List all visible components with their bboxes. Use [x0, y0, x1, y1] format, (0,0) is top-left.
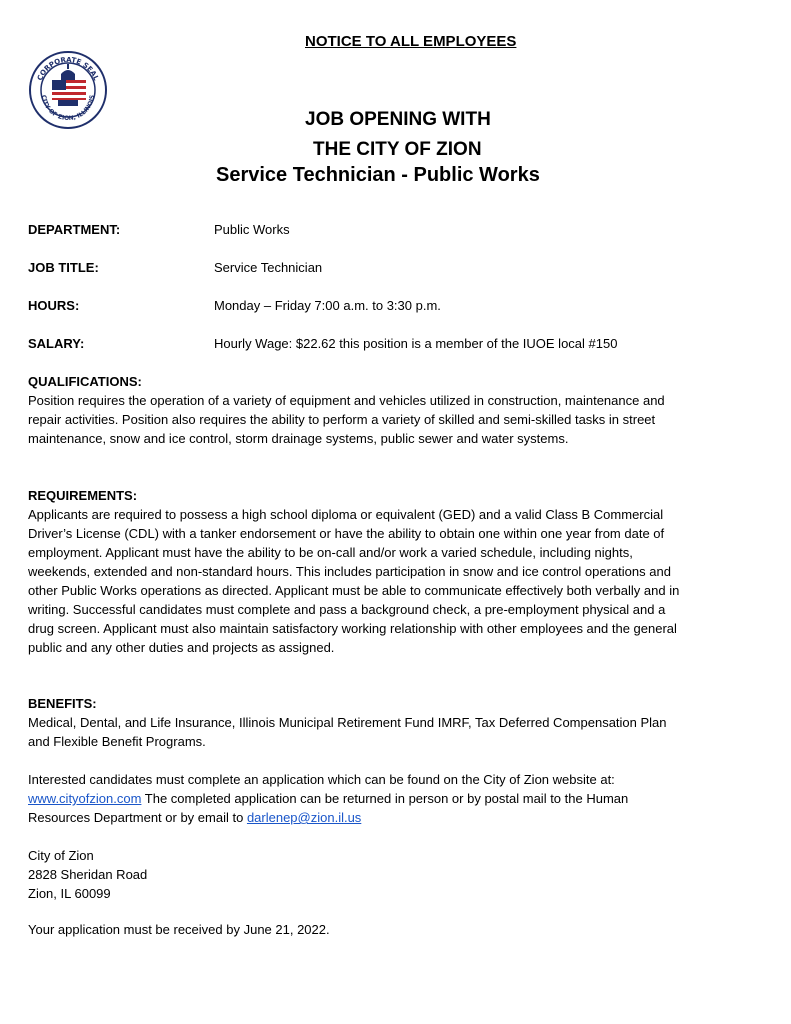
- job-title-label: JOB TITLE:: [28, 260, 99, 275]
- requirements-heading: REQUIREMENTS:: [28, 488, 138, 503]
- address-line-1: City of Zion: [28, 848, 94, 863]
- title-line-1: JOB OPENING WITH: [305, 109, 491, 130]
- deadline-text: Your application must be received by June 21, 2022.: [28, 922, 330, 937]
- website-link[interactable]: www.cityofzion.com: [28, 791, 142, 806]
- address-line-2: 2828 Sheridan Road: [28, 867, 148, 882]
- apply-text-2: The completed application can be returned in person or by postal mail to the Human Resources Department or by email to: [28, 791, 629, 825]
- city-seal-logo: [28, 50, 108, 130]
- benefits-text: Medical, Dental, and Life Insurance, Illinois Municipal Retirement Fund IMRF, Tax Deferred Compensation Plan and Flexible Benefit Programs.: [28, 715, 667, 749]
- notice-heading: NOTICE TO ALL EMPLOYEES: [305, 33, 517, 50]
- apply-section: [28, 770, 688, 827]
- seal-bottom-text: CITY OF ZION, ILLINOIS: [39, 94, 97, 123]
- department-value: Public Works: [214, 222, 290, 237]
- mailing-address: [28, 846, 428, 903]
- benefits-heading: BENEFITS:: [28, 696, 97, 711]
- qualifications-heading: QUALIFICATIONS:: [28, 374, 142, 389]
- requirements-section: [28, 486, 688, 657]
- seal-top-text: CORPORATE SEAL: [35, 55, 101, 82]
- requirements-text: Applicants are required to possess a high school diploma or equivalent (GED) and a valid Class B Commercial Driver’s License (CDL) with a tanker endorsement or have the ability to obtain one within one year from date of employment. Applicant must have the ability to be on-call and/or work a varied schedule, including nights, weekends, extended and non-standard hours. This includes participation in snow and ice control operations and other Public Works operations as directed. Applicant must be able to communicate effectively both verbally and in writing. Successful candidates must complete and pass a background check, a pre-employment physical and a drug screen. Applicant must also maintain satisfactory working relationship with other employees and the general public and any other duties and projects as assigned.: [28, 507, 680, 655]
- job-title-heading: Service Technician - Public Works: [216, 164, 540, 186]
- apply-text-1: Interested candidates must complete an application which can be found on the City of Zion website at:: [28, 772, 615, 787]
- salary-label: SALARY:: [28, 336, 85, 351]
- apply-paragraph: [28, 770, 688, 827]
- salary-value: Hourly Wage: $22.62 this position is a member of the IUOE local #150: [214, 336, 618, 351]
- department-label: DEPARTMENT:: [28, 222, 121, 237]
- hours-value: Monday – Friday 7:00 a.m. to 3:30 p.m.: [214, 298, 441, 313]
- benefits-section: [28, 694, 688, 751]
- title-line-2: THE CITY OF ZION: [313, 139, 482, 160]
- hours-label: HOURS:: [28, 298, 80, 313]
- email-link[interactable]: darlenep@zion.il.us: [246, 810, 362, 825]
- job-title-value: Service Technician: [214, 260, 323, 275]
- qualifications-section: [28, 372, 688, 448]
- address-line-3: Zion, IL 60099: [28, 886, 111, 901]
- qualifications-text: Position requires the operation of a variety of equipment and vehicles utilized in construction, maintenance and repair activities. Position also requires the ability to perform a variety of skilled and semi-skilled tasks in street maintenance, snow and ice control, storm drainage systems, public sewer and water systems.: [28, 393, 665, 446]
